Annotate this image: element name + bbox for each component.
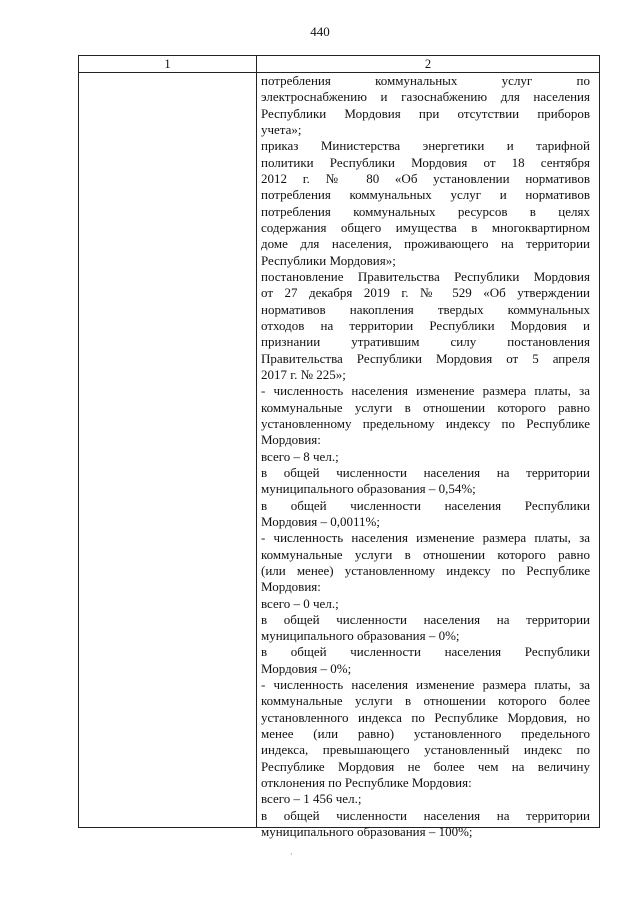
text-line: муниципального образования – 0,54%; [261,481,476,497]
text-line: потребления коммунальных услуг и нормативов [261,187,590,203]
page-number: 440 [310,24,330,39]
text-line: признании утратившим силу постановления [261,334,590,350]
document-table [78,55,600,840]
text-line: в общей численности населения Республики [261,497,590,513]
header-column-1: 1 [164,57,171,71]
text-line: Республике Мордовия не более чем на величину [261,758,590,774]
text-line: муниципального образования – 0%; [261,628,460,644]
text-line: индекса, превышающего установленный индекс по [261,742,590,758]
text-line: - численность населения изменение размера платы, за [261,677,590,693]
text-line: Мордовия: [261,579,321,595]
text-line: муниципального образования – 100%; [261,824,473,840]
text-line: постановление Правительства Республики Мордовия [261,268,590,284]
table-header-row [79,56,599,73]
text-line: Мордовия: [261,432,321,448]
text-line: отклонения по Республике Мордовия: [261,775,472,791]
column-2-content [261,73,590,840]
text-line: 2017 г. № 225»; [261,366,346,382]
text-line: содержания общего имущества в многоквартирном [261,219,590,235]
text-line: потребления коммунальных ресурсов в целях [261,203,590,219]
text-line: политики Республики Мордовия от 18 сентября [261,154,590,170]
text-line: установленного индекса по Республике Мордовия, но [261,709,590,725]
text-line: приказ Министерства энергетики и тарифной [261,138,590,154]
text-line: в общей численности населения на территории [261,611,590,627]
text-line: коммунальные услуги в отношении которого равно [261,399,590,415]
text-line: от 27 декабря 2019 г. № 529 «Об утверждении [261,285,590,301]
text-line: доме для населения, проживающего на территории [261,236,590,252]
text-line: - численность населения изменение размера платы, за [261,383,590,399]
text-line: потребления коммунальных услуг по [261,73,590,88]
text-line: коммунальные услуги в отношении которого равно [261,546,590,562]
text-line: коммунальные услуги в отношении которого более [261,693,590,709]
text-line: менее (или равно) установленного предельного [261,726,590,742]
column-divider [256,56,257,827]
text-line: всего – 1 456 чел.; [261,791,362,807]
text-line: в общей численности населения на территории [261,464,590,480]
text-line: нормативов накопления твердых коммунальных [261,301,590,317]
text-line: всего – 8 чел.; [261,448,339,464]
text-line: учета»; [261,121,302,137]
text-line: всего – 0 чел.; [261,595,339,611]
header-column-2: 2 [424,57,432,71]
text-line: Республики Мордовия»; [261,252,396,268]
text-line: 2012 г. № 80 «Об установлении нормативов [261,170,590,186]
text-line: в общей численности населения Республики [261,644,590,660]
footer-mark: · [290,850,293,859]
text-line: в общей численности населения на территории [261,807,590,823]
text-line: электроснабжению и газоснабжению для населения [261,89,590,105]
text-line: (или менее) установленному индексу по Республике [261,562,590,578]
text-line: Мордовия – 0,0011%; [261,513,380,529]
text-line: Республики Мордовия при отсутствии приборов [261,105,590,121]
text-line: Мордовия – 0%; [261,660,352,676]
text-line: установленному предельному индексу по Республике [261,415,590,431]
text-line: отходов на территории Республики Мордовия и [261,317,590,333]
text-line: - численность населения изменение размера платы, за [261,530,590,546]
text-line: Правительства Республики Мордовия от 5 апреля [261,350,590,366]
